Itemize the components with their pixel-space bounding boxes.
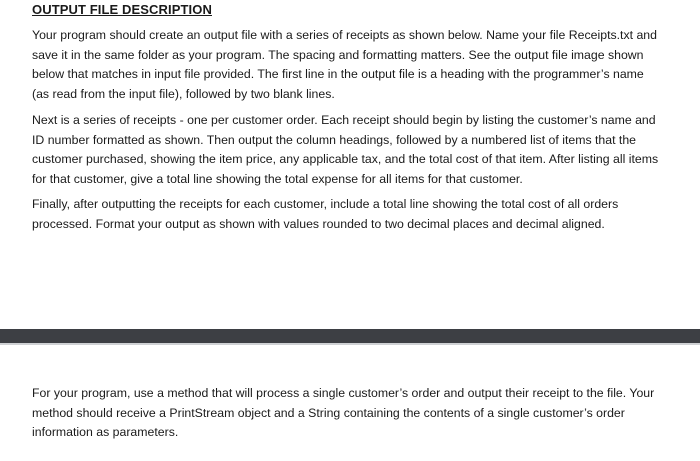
paragraph-receipts-file: Your program should create an output file with a series of receipts as shown below. Name your file Receipts.txt and save it in the same folder as your program. The spacing and formatting matters. See the output file image shown below that matches in input file provided. The first line in the output file is a heading with the programmer’s name (as read from the input file), followed by two blank lines.	[32, 28, 657, 101]
paragraph-receipt-series: Next is a series of receipts - one per customer order. Each receipt should begin by listing the customer’s name and ID number formatted as shown. Then output the column headings, followed by a numbered list of items that the customer purchased, showing the item price, any applicable tax, and the total cost of that item. After listing all items for that customer, give a total line showing the total expense for all items for that customer.	[32, 113, 659, 186]
paragraph-final-total: Finally, after outputting the receipts for each customer, include a total line showing the total cost of all orders processed. Format your output as shown with values rounded to two decimal places and decimal aligned.	[32, 197, 619, 231]
page-divider-bar	[0, 329, 700, 343]
section-heading: OUTPUT FILE DESCRIPTION	[32, 2, 212, 17]
paragraph-method-requirement: For your program, use a method that will process a single customer’s order and output their receipt to the file. Your method should receive a PrintStream object and a String containing the contents of a single customer’s order information as parameters.	[32, 386, 655, 439]
